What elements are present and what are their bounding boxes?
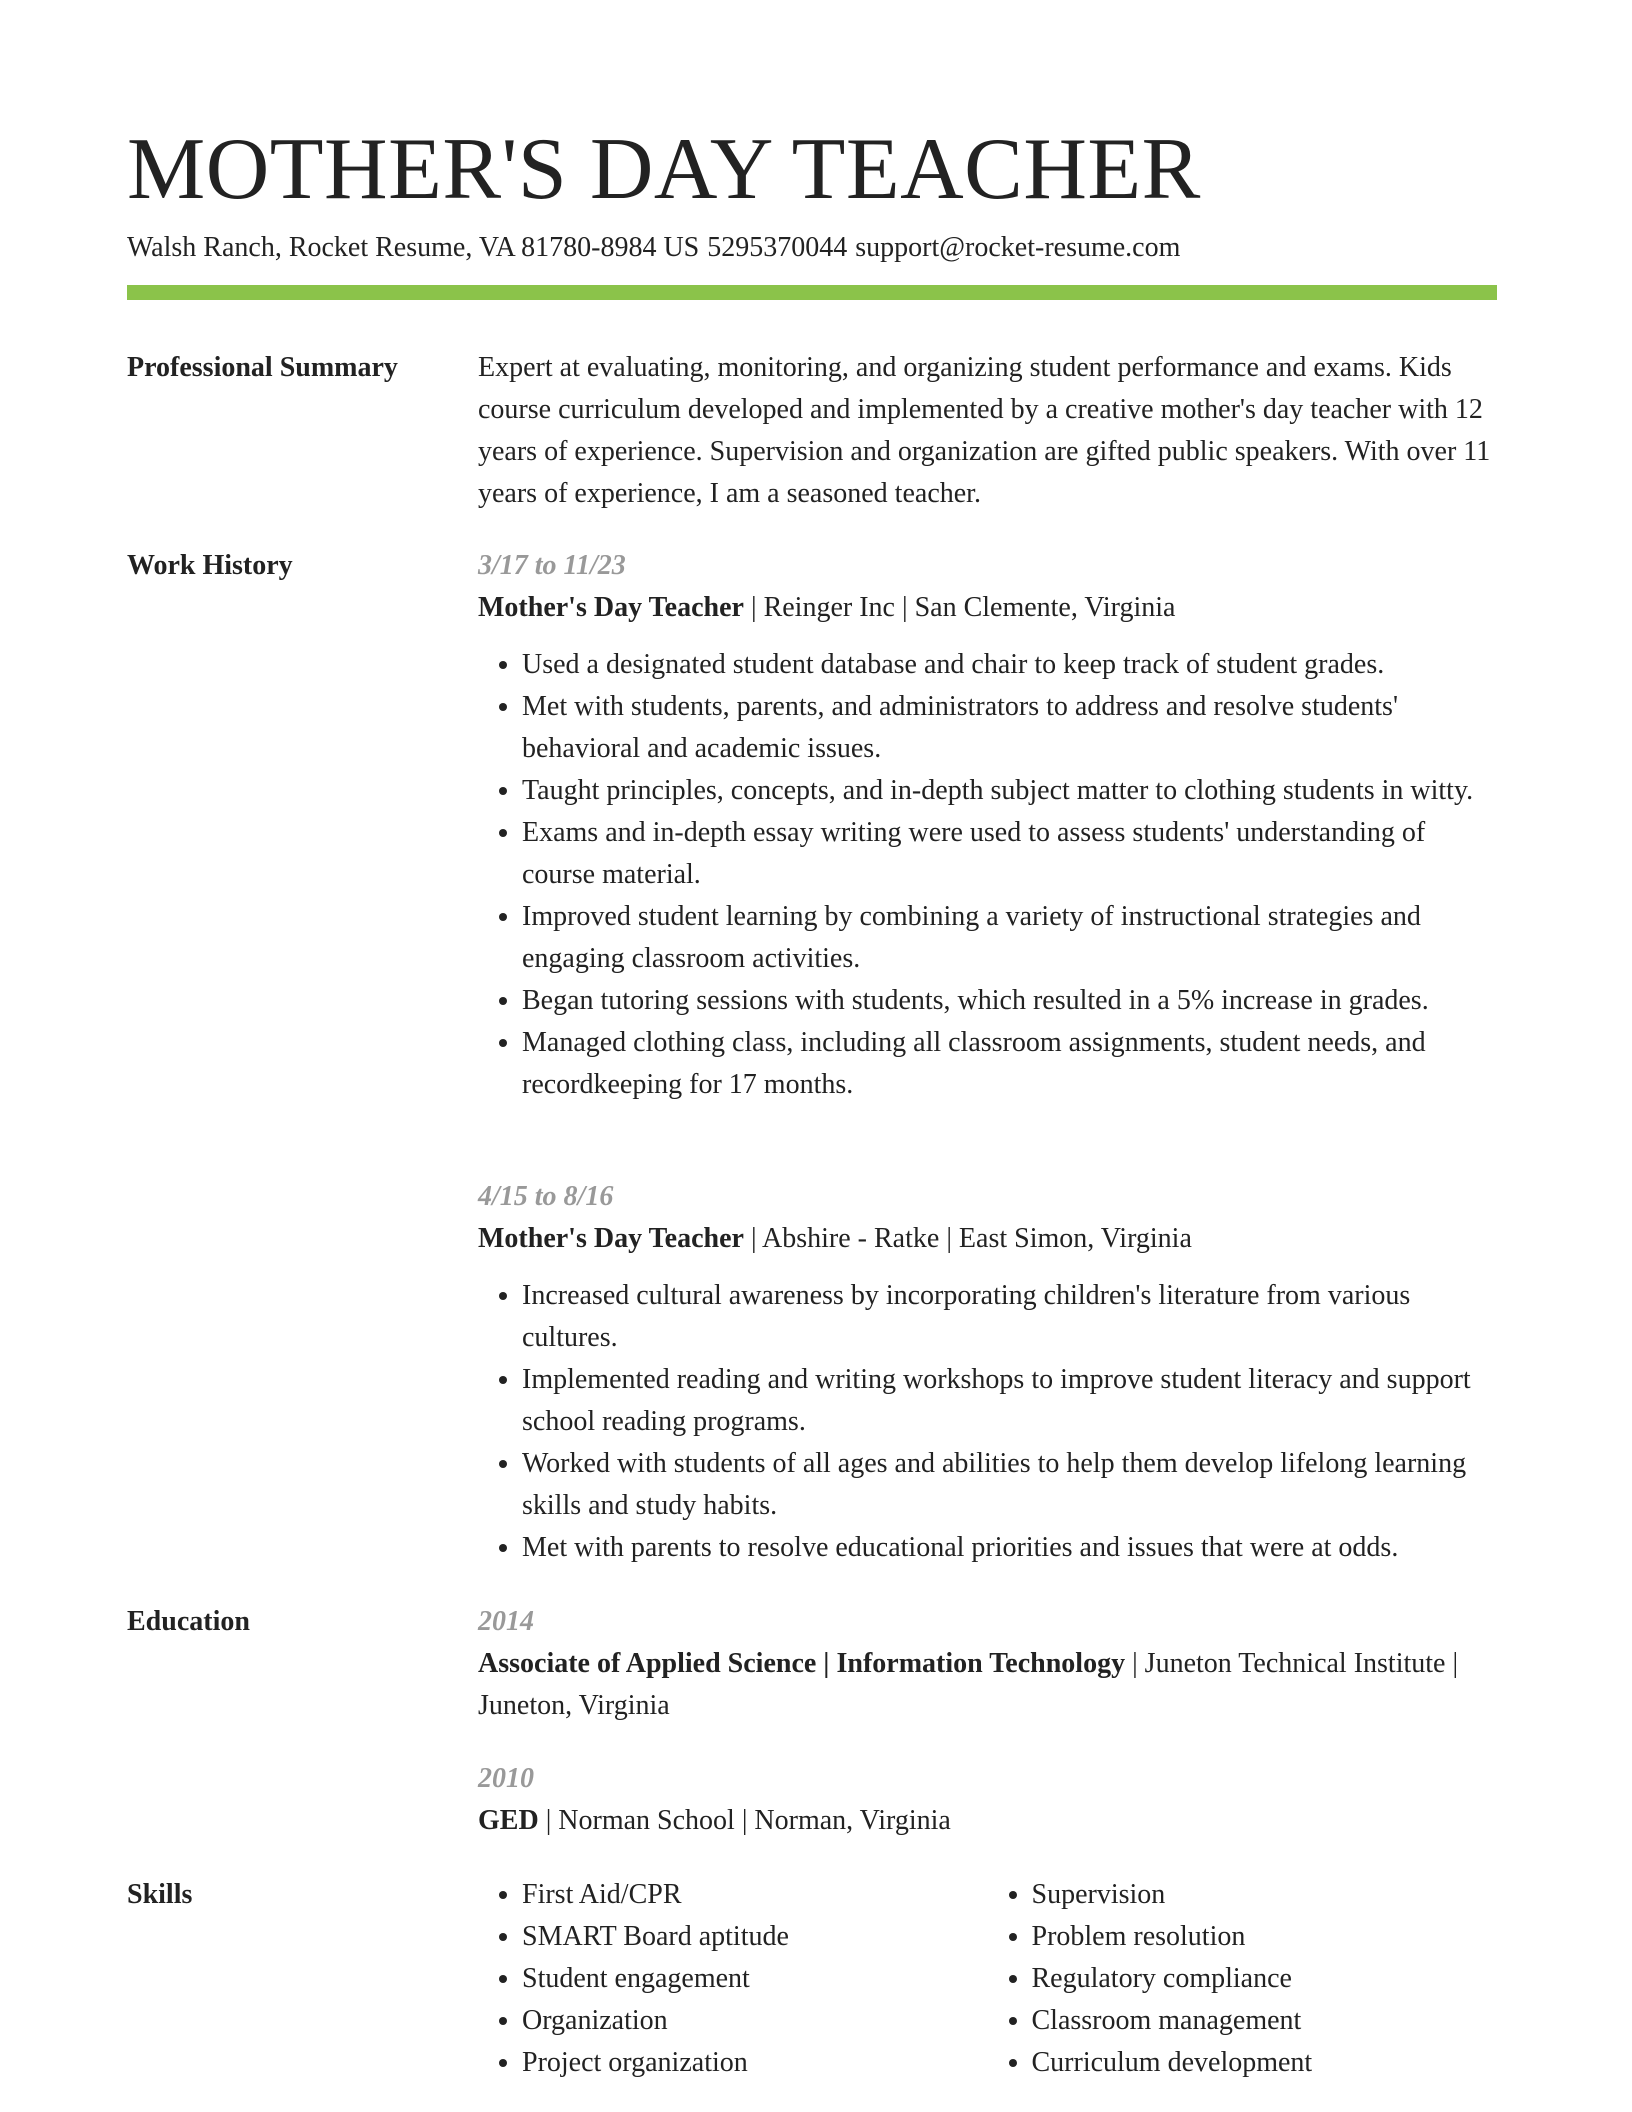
skill-item: • First Aid/CPR bbox=[522, 1874, 988, 1916]
education-year: 2014 bbox=[478, 1606, 534, 1637]
list-item: • Worked with students of all ages and abilities to help them develop lifelong learning skills and study habits. bbox=[522, 1443, 1497, 1527]
education-details: | Norman School | Norman, Virginia bbox=[538, 1805, 951, 1836]
skill-item: • Supervision bbox=[1032, 1874, 1498, 1916]
job-duties-list bbox=[478, 644, 1497, 1106]
summary-label: Professional Summary bbox=[127, 352, 398, 383]
skill-item: • Project organization bbox=[522, 2042, 988, 2084]
skills-list-left bbox=[478, 1874, 988, 2084]
contact-address: Walsh Ranch, Rocket Resume, VA 81780-8984 US bbox=[127, 232, 700, 263]
skill-item: • Student engagement bbox=[522, 1958, 988, 2000]
summary-text: Expert at evaluating, monitoring, and organizing student performance and exams. Kids course curriculum developed and implemented by a creative mother's day teacher with 12 years of experience. Supervision and organization are gifted public speakers. With over 11 years of experience, I am a seasoned teacher. bbox=[478, 352, 1491, 509]
job-title: Mother's Day Teacher bbox=[478, 1223, 744, 1254]
education-degree: Associate of Applied Science | Information Technology bbox=[478, 1648, 1126, 1679]
job-entry bbox=[478, 545, 1497, 1106]
contact-line bbox=[127, 230, 1180, 266]
skill-item: • Classroom management bbox=[1032, 2000, 1498, 2042]
job-dates: 4/15 to 8/16 bbox=[478, 1181, 614, 1212]
education-year: 2010 bbox=[478, 1763, 534, 1794]
list-item: • Used a designated student database and chair to keep track of student grades. bbox=[522, 644, 1497, 686]
education-degree-line bbox=[478, 1800, 1497, 1842]
education-label: Education bbox=[127, 1606, 250, 1637]
education-degree-line bbox=[478, 1643, 1497, 1727]
skill-item: • Regulatory compliance bbox=[1032, 1958, 1498, 2000]
contact-email: support@rocket-resume.com bbox=[855, 232, 1181, 263]
job-duties-list bbox=[478, 1275, 1497, 1569]
list-item: • Began tutoring sessions with students, which resulted in a 5% increase in grades. bbox=[522, 980, 1497, 1022]
list-item: • Exams and in-depth essay writing were used to assess students' understanding of course material. bbox=[522, 812, 1497, 896]
job-title-line bbox=[478, 1218, 1497, 1260]
education-details: | Juneton Technical Institute | Juneton, Virginia bbox=[478, 1648, 1459, 1721]
job-entry bbox=[478, 1176, 1497, 1569]
job-title-line bbox=[478, 587, 1497, 629]
skill-item: • Curriculum development bbox=[1032, 2042, 1498, 2084]
education-entry bbox=[478, 1601, 1497, 1727]
work-history-label: Work History bbox=[127, 550, 293, 581]
skills-label: Skills bbox=[127, 1879, 193, 1910]
job-details: | Reinger Inc | San Clemente, Virginia bbox=[743, 592, 1176, 623]
list-item: • Taught principles, concepts, and in-depth subject matter to clothing students in witty. bbox=[522, 770, 1497, 812]
list-item: • Managed clothing class, including all classroom assignments, student needs, and recordkeeping for 17 months. bbox=[522, 1022, 1497, 1106]
job-dates: 3/17 to 11/23 bbox=[478, 550, 626, 581]
job-details: | Abshire - Ratke | East Simon, Virginia bbox=[743, 1223, 1192, 1254]
list-item: • Met with parents to resolve educational priorities and issues that were at odds. bbox=[522, 1527, 1497, 1569]
job-title: Mother's Day Teacher bbox=[478, 592, 744, 623]
skill-item: • Organization bbox=[522, 2000, 988, 2042]
skill-item: • Problem resolution bbox=[1032, 1916, 1498, 1958]
contact-phone: 5295370044 bbox=[707, 232, 848, 263]
list-item: • Improved student learning by combining a variety of instructional strategies and engaging classroom activities. bbox=[522, 896, 1497, 980]
list-item: • Met with students, parents, and administrators to address and resolve students' behavioral and academic issues. bbox=[522, 686, 1497, 770]
education-entry bbox=[478, 1758, 1497, 1842]
education-degree: GED bbox=[478, 1805, 539, 1836]
skills-list-right bbox=[988, 1874, 1498, 2084]
list-item: • Increased cultural awareness by incorporating children's literature from various cultures. bbox=[522, 1275, 1497, 1359]
skills-columns bbox=[478, 1874, 1497, 2084]
list-item: • Implemented reading and writing workshops to improve student literacy and support school reading programs. bbox=[522, 1359, 1497, 1443]
skill-item: • SMART Board aptitude bbox=[522, 1916, 988, 1958]
header-divider bbox=[127, 285, 1497, 300]
resume-name: MOTHER'S DAY TEACHER bbox=[127, 121, 1201, 218]
